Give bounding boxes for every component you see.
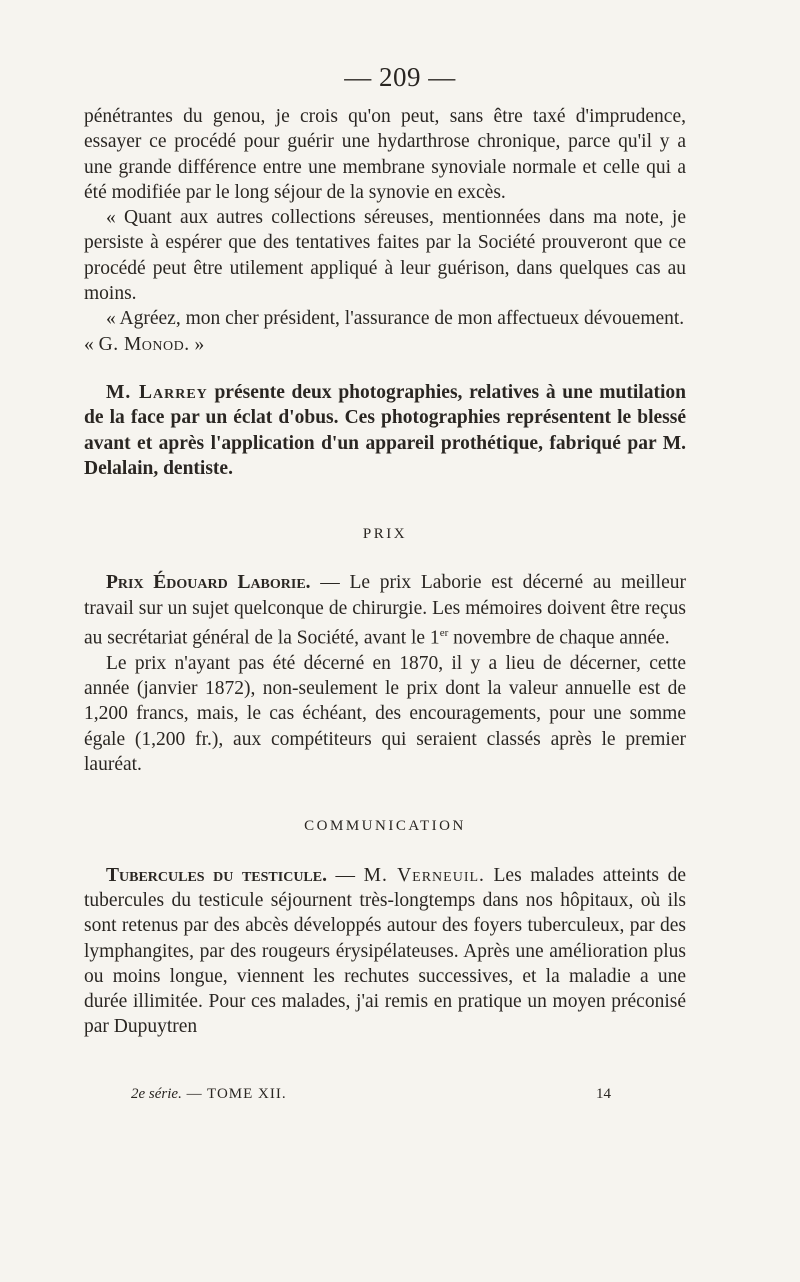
communication-author: M. Verneuil. (363, 864, 485, 886)
prix-text-b: novembre de chaque année. (448, 627, 670, 649)
page-footer (131, 1086, 611, 1103)
prix-text-a: — Le prix Laborie est décerné au meilleur travail sur un sujet quelconque de chirurgie. Les mémoires doivent être reçus au secrétariat général de la Société, avant le 1 (84, 572, 686, 649)
communication-paragraph (84, 863, 686, 1040)
letter-paragraph-1: pénétrantes du genou, je crois qu'on peut, sans être taxé d'imprudence, essayer ce procédé pour guérir une hydarthrose chronique, parce qu'il y a une grande différence entre une membrane synoviale normale et celle qui a été modifiée par le long séjour de la synovie en excès. (84, 106, 686, 203)
communication-dash: — (326, 864, 364, 886)
prix-title: Prix Édouard Laborie. (106, 572, 311, 594)
prix-paragraph-1 (84, 570, 686, 650)
footer-sheet-number: 14 (596, 1086, 611, 1102)
prix-paragraph-2: Le prix n'ayant pas été décerné en 1870, il y a lieu de décerner, cette année (janvier 1872), non-seulement le prix dont la valeur annuelle est de 1,200 francs, mais, le cas échéant, des encouragements, pour une somme égale (1,200 fr.), aux compétiteurs qui seraient classés après le premier lauréat. (84, 652, 686, 776)
larrey-text: présente deux photographies, relatives à une mutilation de la face par un éclat d'obus. Ces photographies représentent le blessé avant et après l'application d'un appareil prothétique, fabriqué par M. Delalain, dentiste. (84, 381, 686, 479)
letter-paragraph-3: « Agréez, mon cher président, l'assurance de mon affectueux dévouement. (106, 308, 685, 330)
text-column (84, 104, 686, 1040)
section-spacer (84, 357, 686, 380)
communication-text: Les malades atteints de tubercules du testicule séjournent très-longtemps dans nos hôpitaux, où ils sont retenus par des abcès développés autour des foyers tuberculeux, par des lymphangites, par des rougeurs érysipélateuses. Après une amélioration plus ou moins longue, viennent les rechutes successives, et la maladie a une durée illimitée. Pour ces malades, j'ai remis en pratique un moyen préconisé par Dupuytren (84, 864, 686, 1038)
communication-title: Tubercules du testicule. (106, 864, 327, 886)
letter-paragraph-2: « Quant aux autres collections séreuses, mentionnées dans ma note, je persiste à espérer que des tentatives faites par la Société prouveront que ce procédé peut être utilement appliqué à leur guérison, dans quelques cas au moins. (84, 207, 686, 305)
larrey-name: M. Larrey (106, 381, 208, 403)
page-number: — 209 — (344, 62, 456, 92)
signature-name: G. Monod. (98, 333, 190, 355)
footer-tome: — TOME XII. (181, 1086, 287, 1102)
letter-signature (84, 332, 686, 357)
footer-series: 2e série. (131, 1086, 182, 1102)
communication-heading: COMMUNICATION (304, 818, 466, 835)
larrey-paragraph (84, 380, 686, 481)
signature-close-quote: » (189, 333, 205, 355)
prix-heading: PRIX (362, 526, 408, 543)
signature-open-quote: « (84, 333, 99, 355)
ordinal-superscript: er (439, 627, 449, 640)
